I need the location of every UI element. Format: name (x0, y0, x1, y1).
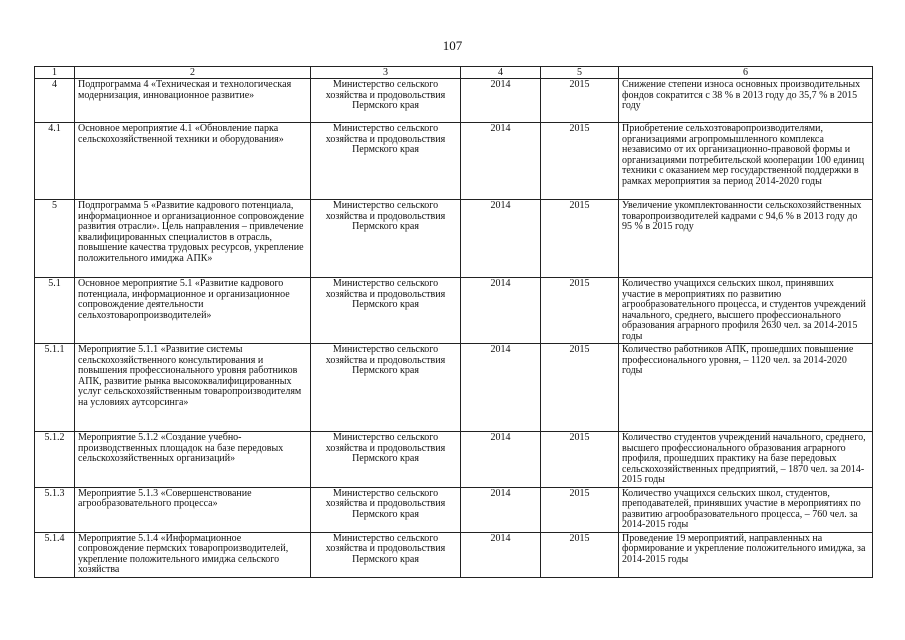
row-number: 4 (35, 79, 75, 123)
executor: Министерство сельского хозяйства и продовольствия Пермского края (311, 532, 461, 577)
expected-result: Проведение 19 мероприятий, направленных на формирование и укрепление положительного имиджа, за 2014-2015 годы (619, 532, 873, 577)
expected-result: Приобретение сельхозтоваропроизводителями, организациями агропромышленного комплекса независимо от их организационно-правовой формы и организациями потребительской кооперации 100 единиц техники с оказанием мер государственной поддержки в рамках мероприятия за период 2014-2020 годы (619, 123, 873, 200)
start-year: 2014 (461, 278, 541, 344)
table-row (35, 487, 873, 532)
executor: Министерство сельского хозяйства и продовольствия Пермского края (311, 79, 461, 123)
expected-result: Количество учащихся сельских школ, принявших участие в мероприятиях по развитию агрообразовательного процесса, и студентов учреждений начального, среднего, высшего профессионального образования аграрного профиля 2630 чел. за 2014-2015 годы (619, 278, 873, 344)
activity-name: Мероприятие 5.1.1 «Развитие системы сельскохозяйственного консультирования и повышения профессионального уровня работников АПК, развитие рынка высококвалифицированных услуг сельскохозяйственным товаропроизводителям на условиях аутсорсинга» (75, 344, 311, 432)
page-number: 107 (442, 38, 463, 53)
row-number: 5.1.1 (35, 344, 75, 432)
table-row (35, 432, 873, 488)
executor: Министерство сельского хозяйства и продовольствия Пермского края (311, 344, 461, 432)
activity-name: Мероприятие 5.1.2 «Создание учебно-производственных площадок на базе передовых сельскохозяйственных организаций» (75, 432, 311, 488)
expected-result: Увеличение укомплектованности сельскохозяйственных товаропроизводителей кадрами с 94,6 % в 2013 году до 95 % в 2015 году (619, 200, 873, 278)
end-year: 2015 (541, 278, 619, 344)
start-year: 2014 (461, 200, 541, 278)
end-year: 2015 (541, 200, 619, 278)
table-row (35, 200, 873, 278)
activity-name: Подпрограмма 4 «Техническая и технологическая модернизация, инновационное развитие» (75, 79, 311, 123)
expected-result: Снижение степени износа основных производительных фондов сократится с 38 % в 2013 году до 35,7 % в 2015 году (619, 79, 873, 123)
executor: Министерство сельского хозяйства и продовольствия Пермского края (311, 200, 461, 278)
row-number: 5.1.2 (35, 432, 75, 488)
start-year: 2014 (461, 532, 541, 577)
start-year: 2014 (461, 487, 541, 532)
row-number: 4.1 (35, 123, 75, 200)
executor: Министерство сельского хозяйства и продовольствия Пермского края (311, 278, 461, 344)
table-row (35, 278, 873, 344)
program-table (34, 66, 873, 578)
row-number: 5.1.4 (35, 532, 75, 577)
column-header: 2 (75, 67, 311, 79)
end-year: 2015 (541, 123, 619, 200)
table-row (35, 344, 873, 432)
start-year: 2014 (461, 123, 541, 200)
row-number: 5 (35, 200, 75, 278)
activity-name: Мероприятие 5.1.4 «Информационное сопровождение пермских товаропроизводителей, укрепление положительного имиджа сельского хозяйства (75, 532, 311, 577)
column-header: 3 (311, 67, 461, 79)
executor: Министерство сельского хозяйства и продовольствия Пермского края (311, 487, 461, 532)
end-year: 2015 (541, 432, 619, 488)
start-year: 2014 (461, 344, 541, 432)
column-header: 5 (541, 67, 619, 79)
column-header: 1 (35, 67, 75, 79)
expected-result: Количество студентов учреждений начального, среднего, высшего профессионального образования аграрного профиля, прошедших практику на базе передовых сельскохозяйственных предприятий, – 1870 чел. за 2014-2015 годы (619, 432, 873, 488)
start-year: 2014 (461, 79, 541, 123)
executor: Министерство сельского хозяйства и продовольствия Пермского края (311, 123, 461, 200)
table-row (35, 123, 873, 200)
column-header: 6 (619, 67, 873, 79)
table-row (35, 532, 873, 577)
executor: Министерство сельского хозяйства и продовольствия Пермского края (311, 432, 461, 488)
row-number: 5.1 (35, 278, 75, 344)
activity-name: Основное мероприятие 4.1 «Обновление парка сельскохозяйственной техники и оборудования» (75, 123, 311, 200)
column-header: 4 (461, 67, 541, 79)
end-year: 2015 (541, 487, 619, 532)
expected-result: Количество учащихся сельских школ, студентов, преподавателей, принявших участие в мероприятиях по развитию агрообразовательного процесса, – 760 чел. за 2014-2015 годы (619, 487, 873, 532)
activity-name: Основное мероприятие 5.1 «Развитие кадрового потенциала, информационное и организационное сопровождение деятельности сельхозтоваропроизводителей» (75, 278, 311, 344)
end-year: 2015 (541, 79, 619, 123)
activity-name: Мероприятие 5.1.3 «Совершенствование агрообразовательного процесса» (75, 487, 311, 532)
table-row (35, 79, 873, 123)
header-row (35, 67, 873, 79)
row-number: 5.1.3 (35, 487, 75, 532)
end-year: 2015 (541, 532, 619, 577)
expected-result: Количество работников АПК, прошедших повышение профессионального уровня, – 1120 чел. за 2014-2020 годы (619, 344, 873, 432)
activity-name: Подпрограмма 5 «Развитие кадрового потенциала, информационное и организационное сопровождение развития отрасли». Цель направления – привлечение квалифицированных специалистов в отрасль, повышение качества трудовых ресурсов, укрепление положительного имиджа АПК» (75, 200, 311, 278)
start-year: 2014 (461, 432, 541, 488)
end-year: 2015 (541, 344, 619, 432)
